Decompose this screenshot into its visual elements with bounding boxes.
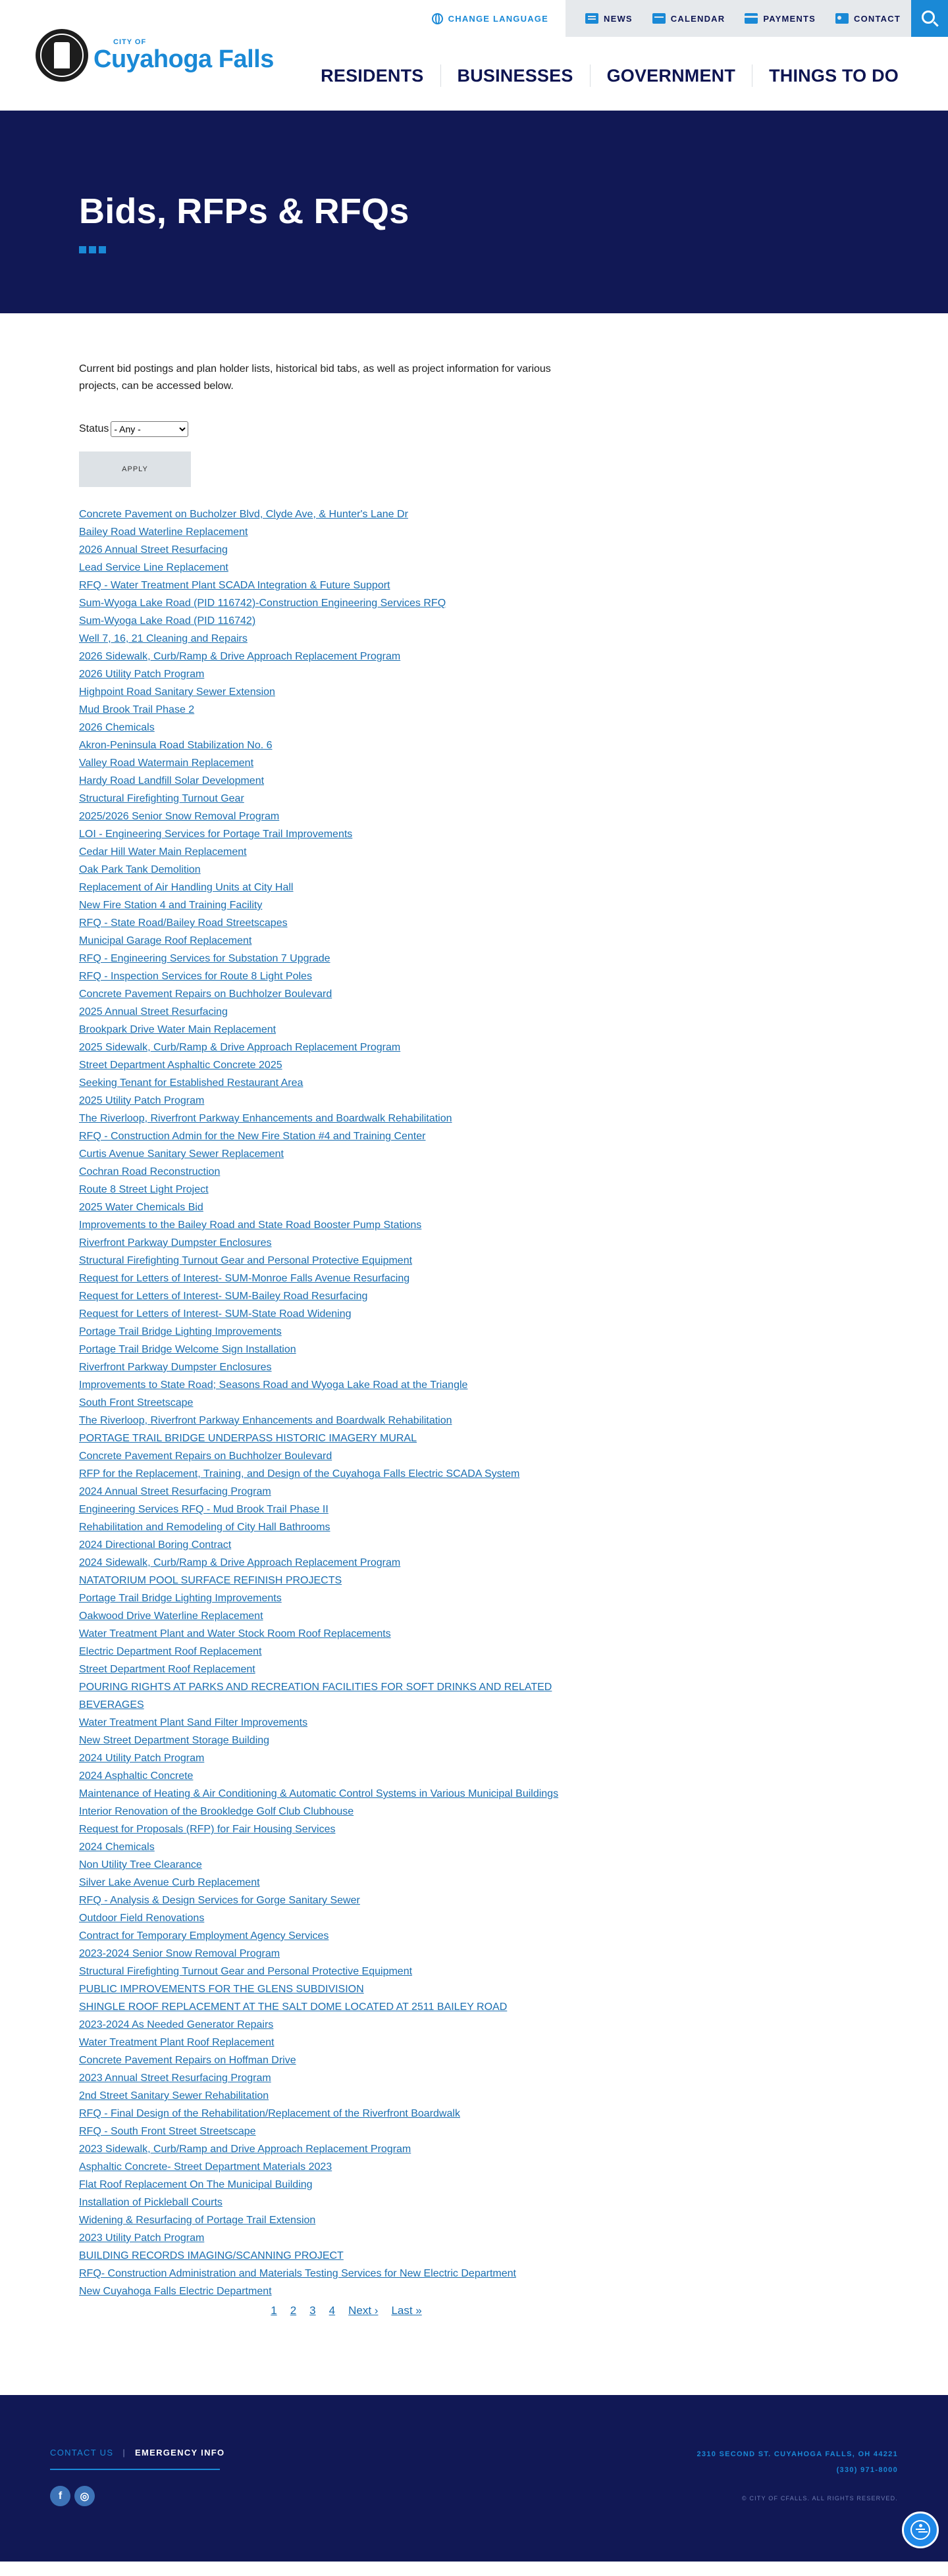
bid-link[interactable]: 2023-2024 As Needed Generator Repairs xyxy=(79,2019,274,2030)
pager-link[interactable]: 3 xyxy=(309,2304,316,2317)
list-item xyxy=(79,1003,869,1021)
bid-link[interactable]: Interior Renovation of the Brookledge Golf Club Clubhouse xyxy=(79,1806,354,1817)
globe-icon xyxy=(432,13,443,24)
list-item xyxy=(79,577,869,594)
bid-link[interactable]: Street Department Roof Replacement xyxy=(79,1664,255,1675)
list-item xyxy=(79,2194,869,2211)
bid-link[interactable]: 2025 Sidewalk, Curb/Ramp & Drive Approach Replacement Program xyxy=(79,1042,401,1053)
bid-link[interactable]: Concrete Pavement Repairs on Buchholzer Boulevard xyxy=(79,989,332,1000)
list-item xyxy=(79,1163,869,1181)
bid-link[interactable]: The Riverloop, Riverfront Parkway Enhancements and Boardwalk Rehabilitation xyxy=(79,1415,452,1426)
bid-link[interactable]: Improvements to State Road; Seasons Road and Wyoga Lake Road at the Triangle xyxy=(79,1379,468,1391)
list-item xyxy=(79,879,869,896)
list-item xyxy=(79,1785,869,1803)
payments-link[interactable] xyxy=(745,13,816,24)
bid-link[interactable]: Lead Service Line Replacement xyxy=(79,562,228,573)
list-item xyxy=(79,1252,869,1270)
footer-address[interactable]: 2310 SECOND ST. CUYAHOGA FALLS, OH 44221 xyxy=(697,2450,898,2458)
list-item xyxy=(79,1803,869,1820)
bid-link[interactable]: Water Treatment Plant Roof Replacement xyxy=(79,2037,275,2048)
bid-link[interactable]: 2024 Utility Patch Program xyxy=(79,1753,205,1764)
list-item xyxy=(79,2282,869,2300)
search-icon xyxy=(922,11,935,24)
bid-link[interactable]: Maintenance of Heating & Air Conditioning & Automatic Control Systems in Various Municipal Buildings xyxy=(79,1788,559,1799)
intro-text: Current bid postings and plan holder lists, historical bid tabs, as well as project information for various projects, can be accessed below. xyxy=(79,363,551,392)
list-item xyxy=(79,1127,869,1145)
list-item xyxy=(79,1892,869,1909)
bid-link[interactable]: 2025 Utility Patch Program xyxy=(79,1095,205,1106)
bid-link[interactable]: RFQ - Construction Admin for the New Fire Station #4 and Training Center xyxy=(79,1131,426,1142)
list-item xyxy=(79,1430,869,1447)
bid-link[interactable]: POURING RIGHTS AT PARKS AND RECREATION FACILITIES FOR SOFT DRINKS AND RELATED BEVERAGES xyxy=(79,1682,552,1711)
bid-link[interactable]: 2024 Asphaltic Concrete xyxy=(79,1770,194,1782)
list-item xyxy=(79,825,869,843)
bid-link[interactable]: 2025 Annual Street Resurfacing xyxy=(79,1006,228,1018)
bid-link[interactable]: 2nd Street Sanitary Sewer Rehabilitation xyxy=(79,2090,269,2101)
list-item xyxy=(79,2158,869,2176)
bid-link[interactable]: RFQ - Final Design of the Rehabilitation/Replacement of the Riverfront Boardwalk xyxy=(79,2108,460,2119)
bid-link[interactable]: Contract for Temporary Employment Agency Services xyxy=(79,1930,329,1942)
list-item xyxy=(79,1323,869,1341)
bid-link[interactable]: South Front Streetscape xyxy=(79,1397,194,1408)
list-item xyxy=(79,1039,869,1056)
bid-link[interactable]: Route 8 Street Light Project xyxy=(79,1184,209,1195)
list-item xyxy=(79,861,869,879)
list-item xyxy=(79,559,869,577)
news-link[interactable] xyxy=(585,13,633,24)
bid-link[interactable]: RFQ - Inspection Services for Route 8 Light Poles xyxy=(79,971,312,982)
nav-government[interactable]: GOVERNMENT xyxy=(590,64,752,87)
status-select[interactable] xyxy=(111,421,188,437)
list-item xyxy=(79,1358,869,1376)
bid-link[interactable]: Portage Trail Bridge Lighting Improvements xyxy=(79,1326,282,1337)
list-item xyxy=(79,1056,869,1074)
social-links xyxy=(50,2486,95,2506)
list-item xyxy=(79,1110,869,1127)
list-item xyxy=(79,808,869,825)
bid-link[interactable]: Akron-Peninsula Road Stabilization No. 6 xyxy=(79,740,273,751)
bid-link[interactable]: 2026 Chemicals xyxy=(79,722,155,733)
bid-link[interactable]: Riverfront Parkway Dumpster Enclosures xyxy=(79,1362,272,1373)
contact-us-link[interactable]: CONTACT US xyxy=(50,2448,114,2458)
utility-bar xyxy=(432,0,948,37)
list-item xyxy=(79,950,869,967)
bid-link[interactable]: Engineering Services RFQ - Mud Brook Trail Phase II xyxy=(79,1504,329,1515)
list-item xyxy=(79,1856,869,1874)
city-seal-icon xyxy=(36,29,88,82)
list-item xyxy=(79,985,869,1003)
bid-link[interactable]: Sum-Wyoga Lake Road (PID 116742) xyxy=(79,615,256,627)
bid-link[interactable]: Concrete Pavement on Bucholzer Blvd, Clyde Ave, & Hunter's Lane Dr xyxy=(79,509,408,520)
bid-link[interactable]: Request for Letters of Interest- SUM-Bailey Road Resurfacing xyxy=(79,1291,368,1302)
list-item xyxy=(79,2176,869,2194)
emergency-info-link[interactable]: EMERGENCY INFO xyxy=(135,2448,225,2458)
instagram-icon[interactable]: ◎ xyxy=(74,2486,95,2506)
bid-link[interactable]: Structural Firefighting Turnout Gear and Personal Protective Equipment xyxy=(79,1966,413,1977)
list-item xyxy=(79,1607,869,1625)
list-item xyxy=(79,719,869,736)
bid-link[interactable]: Water Treatment Plant and Water Stock Room Roof Replacements xyxy=(79,1628,391,1639)
contact-link[interactable] xyxy=(835,13,901,24)
nav-businesses[interactable]: BUSINESSES xyxy=(440,64,590,87)
bid-link[interactable]: 2026 Annual Street Resurfacing xyxy=(79,544,228,555)
pager-link[interactable]: 2 xyxy=(290,2304,297,2317)
list-item xyxy=(79,648,869,665)
payments-label: PAYMENTS xyxy=(763,13,816,24)
nav-things-to-do[interactable]: THINGS TO DO xyxy=(752,64,915,87)
list-item xyxy=(79,1838,869,1856)
bid-link[interactable]: Highpoint Road Sanitary Sewer Extension xyxy=(79,686,275,698)
list-item xyxy=(79,1749,869,1767)
bid-link[interactable]: Concrete Pavement Repairs on Hoffman Drive xyxy=(79,2055,296,2066)
site-footer xyxy=(0,2395,948,2562)
bid-link[interactable]: 2024 Sidewalk, Curb/Ramp & Drive Approach Replacement Program xyxy=(79,1557,401,1568)
footer-address-block xyxy=(697,2450,899,2482)
list-item xyxy=(79,1394,869,1412)
bid-link[interactable]: Cochran Road Reconstruction xyxy=(79,1166,221,1177)
news-icon xyxy=(585,13,598,24)
bid-link[interactable]: 2025 Water Chemicals Bid xyxy=(79,1202,203,1213)
bid-link[interactable]: Structural Firefighting Turnout Gear and Personal Protective Equipment xyxy=(79,1255,413,1266)
list-item xyxy=(79,665,869,683)
list-item xyxy=(79,736,869,754)
bid-link[interactable]: SHINGLE ROOF REPLACEMENT AT THE SALT DOME LOCATED AT 2511 BAILEY ROAD xyxy=(79,2001,508,2013)
copyright: © CITY OF CFALLS. ALL RIGHTS RESERVED. xyxy=(741,2495,898,2502)
bid-link[interactable]: Improvements to the Bailey Road and State Road Booster Pump Stations xyxy=(79,1220,422,1231)
list-item xyxy=(79,1234,869,1252)
calendar-label: CALENDAR xyxy=(670,13,725,24)
list-item xyxy=(79,772,869,790)
bid-link[interactable]: Portage Trail Bridge Welcome Sign Installation xyxy=(79,1344,296,1355)
accessibility-button[interactable] xyxy=(902,2512,939,2548)
list-item xyxy=(79,2105,869,2123)
list-item xyxy=(79,1927,869,1945)
list-item xyxy=(79,1270,869,1287)
list-item xyxy=(79,1376,869,1394)
bid-link[interactable]: 2026 Utility Patch Program xyxy=(79,669,205,680)
list-item xyxy=(79,932,869,950)
list-item xyxy=(79,1678,869,1714)
bid-link[interactable]: Oak Park Tank Demolition xyxy=(79,864,201,875)
pager-link[interactable]: Next › xyxy=(348,2304,379,2317)
facebook-icon[interactable]: f xyxy=(50,2486,70,2506)
bid-link[interactable]: Request for Proposals (RFP) for Fair Housing Services xyxy=(79,1824,336,1835)
list-item xyxy=(79,1021,869,1039)
bid-link[interactable]: Seeking Tenant for Established Restaurant Area xyxy=(79,1077,303,1089)
bid-link[interactable]: RFP for the Replacement, Training, and Design of the Cuyahoga Falls Electric SCADA System xyxy=(79,1468,520,1480)
bid-link[interactable]: 2024 Directional Boring Contract xyxy=(79,1539,232,1551)
bid-link[interactable]: PUBLIC IMPROVEMENTS FOR THE GLENS SUBDIVISION xyxy=(79,1984,364,1995)
bid-link[interactable]: Asphaltic Concrete- Street Department Materials 2023 xyxy=(79,2161,332,2173)
footer-separator: | xyxy=(122,2448,126,2458)
list-item xyxy=(79,896,869,914)
list-item xyxy=(79,1287,869,1305)
list-item xyxy=(79,2229,869,2247)
bid-link[interactable]: Brookpark Drive Water Main Replacement xyxy=(79,1024,276,1035)
bid-link[interactable]: Bailey Road Waterline Replacement xyxy=(79,527,248,538)
bid-link[interactable]: Curtis Avenue Sanitary Sewer Replacement xyxy=(79,1148,284,1160)
list-item xyxy=(79,1181,869,1198)
bid-link[interactable]: 2026 Sidewalk, Curb/Ramp & Drive Approach Replacement Program xyxy=(79,651,401,662)
list-item xyxy=(79,2087,869,2105)
list-item xyxy=(79,1643,869,1661)
bid-link[interactable]: Rehabilitation and Remodeling of City Hall Bathrooms xyxy=(79,1522,330,1533)
list-item xyxy=(79,1074,869,1092)
list-item xyxy=(79,1572,869,1589)
bid-link[interactable]: 2023-2024 Senior Snow Removal Program xyxy=(79,1948,280,1959)
list-item xyxy=(79,1465,869,1483)
list-item xyxy=(79,594,869,612)
bid-link[interactable]: 2024 Annual Street Resurfacing Program xyxy=(79,1486,271,1497)
status-filter-label: Status xyxy=(79,423,109,434)
list-item xyxy=(79,2265,869,2282)
bid-link[interactable]: 2023 Utility Patch Program xyxy=(79,2232,205,2244)
bid-link[interactable]: Concrete Pavement Repairs on Buchholzer Boulevard xyxy=(79,1451,332,1462)
bid-link[interactable]: Municipal Garage Roof Replacement xyxy=(79,935,252,946)
change-language-label: CHANGE LANGUAGE xyxy=(448,13,548,24)
bid-link[interactable]: Street Department Asphaltic Concrete 2025 xyxy=(79,1060,282,1071)
list-item xyxy=(79,505,869,523)
list-item xyxy=(79,2140,869,2158)
search-button[interactable] xyxy=(911,0,948,37)
bid-link[interactable]: 2025/2026 Senior Snow Removal Program xyxy=(79,811,280,822)
bid-link[interactable]: Request for Letters of Interest- SUM-Monroe Falls Avenue Resurfacing xyxy=(79,1273,410,1284)
bid-link[interactable]: New Street Department Storage Building xyxy=(79,1735,270,1746)
list-item xyxy=(79,701,869,719)
list-item xyxy=(79,790,869,808)
list-item xyxy=(79,2016,869,2034)
bid-link[interactable]: NATATORIUM POOL SURFACE REFINISH PROJECTS xyxy=(79,1575,342,1586)
list-item xyxy=(79,1198,869,1216)
list-item xyxy=(79,843,869,861)
bid-link[interactable]: Replacement of Air Handling Units at City Hall xyxy=(79,882,294,893)
bid-link[interactable]: Portage Trail Bridge Lighting Improvements xyxy=(79,1593,282,1604)
bid-link[interactable]: Mud Brook Trail Phase 2 xyxy=(79,704,195,715)
list-item xyxy=(79,1820,869,1838)
list-item xyxy=(79,1625,869,1643)
list-item xyxy=(79,523,869,541)
footer-divider xyxy=(50,2469,220,2470)
bid-link[interactable]: Valley Road Watermain Replacement xyxy=(79,758,254,769)
site-logo[interactable] xyxy=(36,29,274,82)
bid-link[interactable]: Riverfront Parkway Dumpster Enclosures xyxy=(79,1237,272,1249)
list-item xyxy=(79,2051,869,2069)
list-item xyxy=(79,1092,869,1110)
bid-link[interactable]: Widening & Resurfacing of Portage Trail Extension xyxy=(79,2215,316,2226)
bid-link[interactable]: Water Treatment Plant Sand Filter Improvements xyxy=(79,1717,308,1728)
news-label: NEWS xyxy=(603,13,633,24)
bid-link[interactable]: Outdoor Field Renovations xyxy=(79,1913,205,1924)
list-item xyxy=(79,1145,869,1163)
payments-icon xyxy=(745,13,758,24)
list-item xyxy=(79,1998,869,2016)
bid-link[interactable]: Silver Lake Avenue Curb Replacement xyxy=(79,1877,260,1888)
bid-link[interactable]: Flat Roof Replacement On The Municipal Building xyxy=(79,2179,313,2190)
logo-text xyxy=(93,38,274,72)
list-item xyxy=(79,1732,869,1749)
bid-link[interactable]: BUILDING RECORDS IMAGING/SCANNING PROJECT xyxy=(79,2250,344,2261)
list-item xyxy=(79,683,869,701)
pager-link[interactable]: 4 xyxy=(329,2304,336,2317)
list-item xyxy=(79,1536,869,1554)
list-item xyxy=(79,1518,869,1536)
page-hero xyxy=(0,111,948,313)
bid-link[interactable]: New Cuyahoga Falls Electric Department xyxy=(79,2286,272,2297)
calendar-icon xyxy=(652,13,666,24)
pager-link[interactable]: Last » xyxy=(391,2304,422,2317)
list-item xyxy=(79,630,869,648)
bid-link[interactable]: Sum-Wyoga Lake Road (PID 116742)-Construction Engineering Services RFQ xyxy=(79,598,446,609)
bid-link[interactable]: Structural Firefighting Turnout Gear xyxy=(79,793,244,804)
bid-link[interactable]: Oakwood Drive Waterline Replacement xyxy=(79,1610,263,1622)
list-item xyxy=(79,1945,869,1963)
footer-links xyxy=(50,2448,224,2458)
bid-link[interactable]: Electric Department Roof Replacement xyxy=(79,1646,262,1657)
list-item xyxy=(79,1909,869,1927)
bid-link[interactable]: Request for Letters of Interest- SUM-State Road Widening xyxy=(79,1308,352,1320)
bid-link[interactable]: 2023 Sidewalk, Curb/Ramp and Drive Approach Replacement Program xyxy=(79,2144,411,2155)
list-item xyxy=(79,1412,869,1430)
pager xyxy=(70,2300,623,2317)
list-item xyxy=(79,1589,869,1607)
bid-link[interactable]: RFQ - Analysis & Design Services for Gorge Sanitary Sewer xyxy=(79,1895,360,1906)
pager-link[interactable]: 1 xyxy=(271,2304,277,2317)
contact-label: CONTACT xyxy=(854,13,901,24)
change-language-button[interactable] xyxy=(432,0,566,37)
list-item xyxy=(79,1767,869,1785)
list-item xyxy=(79,1447,869,1465)
footer-phone[interactable]: (330) 971-8000 xyxy=(836,2466,898,2474)
apply-button[interactable]: APPLY xyxy=(79,451,191,487)
logo-city-name: Cuyahoga Falls xyxy=(93,45,274,73)
list-item xyxy=(79,541,869,559)
bid-link[interactable]: Cedar Hill Water Main Replacement xyxy=(79,846,247,858)
list-item xyxy=(79,1874,869,1892)
nav-residents[interactable]: RESIDENTS xyxy=(321,66,424,86)
site-header xyxy=(0,0,948,111)
logo-city-of: CITY OF xyxy=(113,38,147,46)
bid-link[interactable]: 2024 Chemicals xyxy=(79,1842,155,1853)
accessibility-icon xyxy=(910,2520,930,2540)
list-item xyxy=(79,1216,869,1234)
bid-link[interactable]: The Riverloop, Riverfront Parkway Enhancements and Boardwalk Rehabilitation xyxy=(79,1113,452,1124)
status-filter xyxy=(79,421,869,437)
contact-icon xyxy=(835,13,849,24)
bid-link[interactable]: RFQ - Water Treatment Plant SCADA Integration & Future Support xyxy=(79,580,390,591)
list-item xyxy=(79,1554,869,1572)
bid-link[interactable]: RFQ - South Front Street Streetscape xyxy=(79,2126,256,2137)
list-item xyxy=(79,754,869,772)
bid-link[interactable]: Installation of Pickleball Courts xyxy=(79,2197,223,2208)
bid-link[interactable]: LOI - Engineering Services for Portage Trail Improvements xyxy=(79,829,353,840)
bid-list xyxy=(79,505,869,2300)
bid-link[interactable]: RFQ - State Road/Bailey Road Streetscapes xyxy=(79,917,288,929)
bid-link[interactable]: 2023 Annual Street Resurfacing Program xyxy=(79,2073,271,2084)
list-item xyxy=(79,612,869,630)
list-item xyxy=(79,2069,869,2087)
main-content xyxy=(0,313,948,2317)
list-item xyxy=(79,1341,869,1358)
calendar-link[interactable] xyxy=(652,13,725,24)
list-item xyxy=(79,2034,869,2051)
utility-links xyxy=(566,0,911,37)
bid-link[interactable]: New Fire Station 4 and Training Facility xyxy=(79,900,263,911)
bid-link[interactable]: RFQ - Engineering Services for Substation 7 Upgrade xyxy=(79,953,330,964)
list-item xyxy=(79,1963,869,1980)
list-item xyxy=(79,1305,869,1323)
list-item xyxy=(79,1980,869,1998)
bid-link[interactable]: Well 7, 16, 21 Cleaning and Repairs xyxy=(79,633,248,644)
bid-link[interactable]: Non Utility Tree Clearance xyxy=(79,1859,202,1870)
list-item xyxy=(79,2247,869,2265)
bid-link[interactable]: Hardy Road Landfill Solar Development xyxy=(79,775,265,786)
main-nav xyxy=(304,64,915,87)
list-item xyxy=(79,914,869,932)
list-item xyxy=(79,967,869,985)
page-title: Bids, RFPs & RFQs xyxy=(79,192,409,231)
title-decoration xyxy=(79,246,106,253)
list-item xyxy=(79,1483,869,1501)
list-item xyxy=(79,2211,869,2229)
bid-link[interactable]: PORTAGE TRAIL BRIDGE UNDERPASS HISTORIC IMAGERY MURAL xyxy=(79,1433,417,1444)
list-item xyxy=(79,1714,869,1732)
list-item xyxy=(79,1501,869,1518)
bid-link[interactable]: RFQ- Construction Administration and Materials Testing Services for New Electric Department xyxy=(79,2268,516,2279)
list-item xyxy=(79,1661,869,1678)
list-item xyxy=(79,2123,869,2140)
